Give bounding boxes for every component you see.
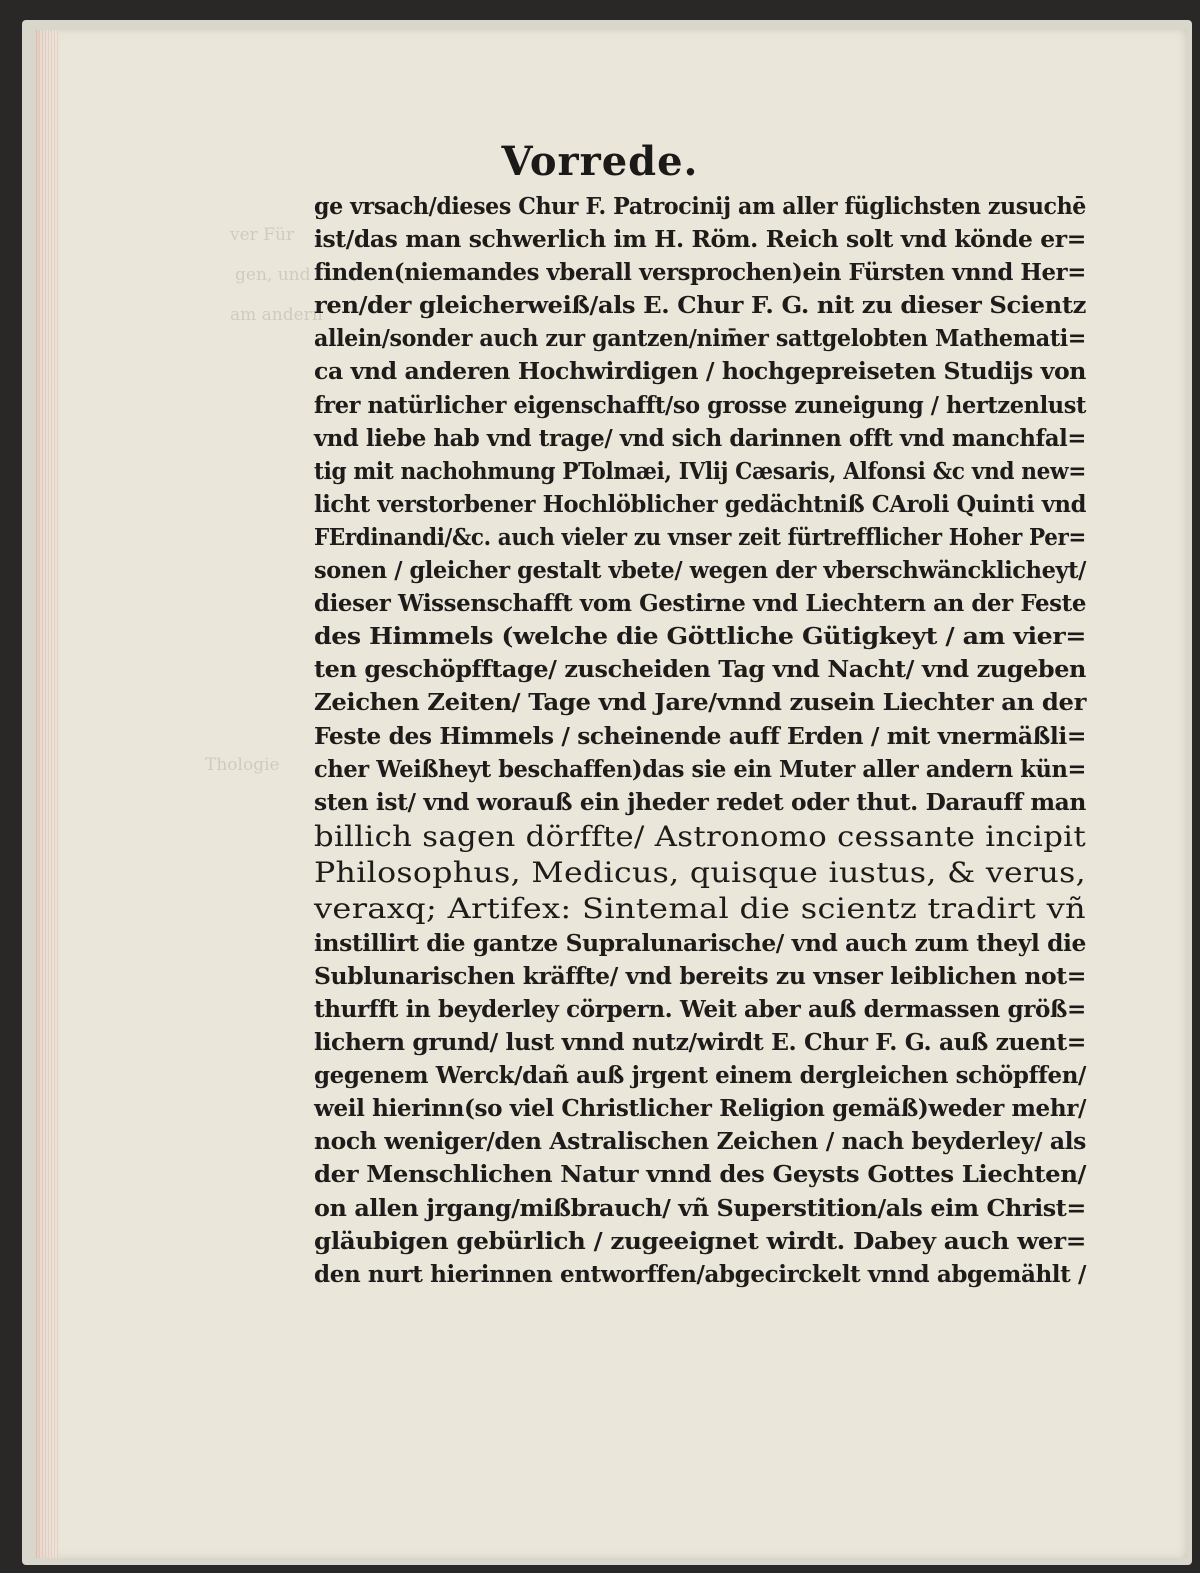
text-line: finden(niemandes vberall versprochen)ein Fürsten vnnd Her=	[314, 259, 1086, 287]
page-fore-edge	[36, 30, 58, 1558]
text-line: der Menschlichen Natur vnnd des Geysts Gottes Liechten/	[314, 1161, 1086, 1189]
text-line: cher Weißheyt beschaffen)das sie ein Muter aller andern kün=	[314, 755, 1086, 783]
text-line: tig mit nachohmung PTolmæi, IVlij Cæsaris, Alfonsi &c vnd new=	[314, 457, 1086, 485]
text-line: Feste des Himmels / scheinende auff Erden / mit vnermäßli=	[314, 722, 1086, 750]
text-line: vnd liebe hab vnd trage/ vnd sich darinnen offt vnd manchfal=	[314, 424, 1086, 452]
text-line: noch weniger/den Astralischen Zeichen / nach beyderley/ als	[314, 1128, 1086, 1156]
text-line: gegenem Werck/dañ auß jrgent einem dergleichen schöpffen/	[314, 1062, 1086, 1090]
bleed-through-text: Thologie	[205, 755, 280, 775]
text-line: allein/sonder auch zur gantzen/nim̄er sattgelobten Mathemati=	[314, 325, 1086, 353]
text-line: dieser Wissenschafft vom Gestirne vnd Liechtern an der Feste	[314, 590, 1086, 618]
text-line: FErdinandi/&c. auch vieler zu vnser zeit fürtrefflicher Hoher Per=	[314, 523, 1086, 551]
text-line: ren/der gleicherweiß/als E. Chur F. G. nit zu dieser Scientz	[314, 292, 1086, 320]
text-line: ten geschöpfftage/ zuscheiden Tag vnd Nacht/ vnd zugeben	[314, 656, 1086, 684]
text-line: instillirt die gantze Supralunarische/ vnd auch zum theyl die	[314, 929, 1086, 957]
page-heading: Vorrede.	[501, 138, 699, 185]
body-text	[314, 190, 1086, 1291]
text-line: billich sagen dörffte/ Astronomo cessante incipit	[314, 819, 1086, 853]
text-line: ca vnd anderen Hochwirdigen / hochgepreiseten Studijs von	[314, 358, 1086, 386]
text-line: weil hierinn(so viel Christlicher Religion gemäß)weder mehr/	[314, 1095, 1086, 1123]
text-line: sonen / gleicher gestalt vbete/ wegen der vberschwäncklicheyt/	[314, 557, 1086, 585]
bleed-through-text: gen, und	[235, 265, 311, 285]
text-line: Zeichen Zeiten/ Tage vnd Jare/vnnd zusein Liechter an der	[314, 689, 1086, 717]
text-line: ist/das man schwerlich im H. Röm. Reich solt vnd könde er=	[314, 226, 1086, 254]
text-line: Sublunarischen kräffte/ vnd bereits zu vnser leiblichen not=	[314, 962, 1086, 990]
text-line: sten ist/ vnd worauß ein jheder redet oder thut. Darauff man	[314, 788, 1086, 816]
bleed-through-text: ver Für	[230, 225, 295, 245]
text-line: thurfft in beyderley cörpern. Weit aber auß dermassen größ=	[314, 995, 1086, 1023]
text-line: ge vrsach/dieses Chur F. Patrocinij am aller füglichsten zusuchē	[314, 193, 1086, 220]
text-line: lichern grund/ lust vnnd nutz/wirdt E. Chur F. G. auß zuent=	[314, 1029, 1086, 1057]
text-line: des Himmels (welche die Göttliche Gütigkeyt / am vier=	[314, 623, 1086, 651]
text-line: den nurt hierinnen entworffen/abgecirckelt vnnd abgemählt /	[314, 1260, 1086, 1288]
text-line: frer natürlicher eigenschafft/so grosse zuneigung / hertzenlust	[314, 391, 1086, 419]
text-line: Philosophus, Medicus, quisque iustus, & verus,	[314, 855, 1086, 889]
text-line: on allen jrgang/mißbrauch/ vñ Superstition/als eim Christ=	[314, 1194, 1086, 1222]
text-line: gläubigen gebürlich / zugeeignet wirdt. Dabey auch wer=	[314, 1227, 1086, 1255]
bleed-through-text: am andern	[230, 305, 323, 325]
text-line: licht verstorbener Hochlöblicher gedächtniß CAroli Quinti vnd	[314, 490, 1086, 518]
text-line: veraxq; Artifex: Sintemal die scientz tradirt vñ	[314, 891, 1086, 925]
